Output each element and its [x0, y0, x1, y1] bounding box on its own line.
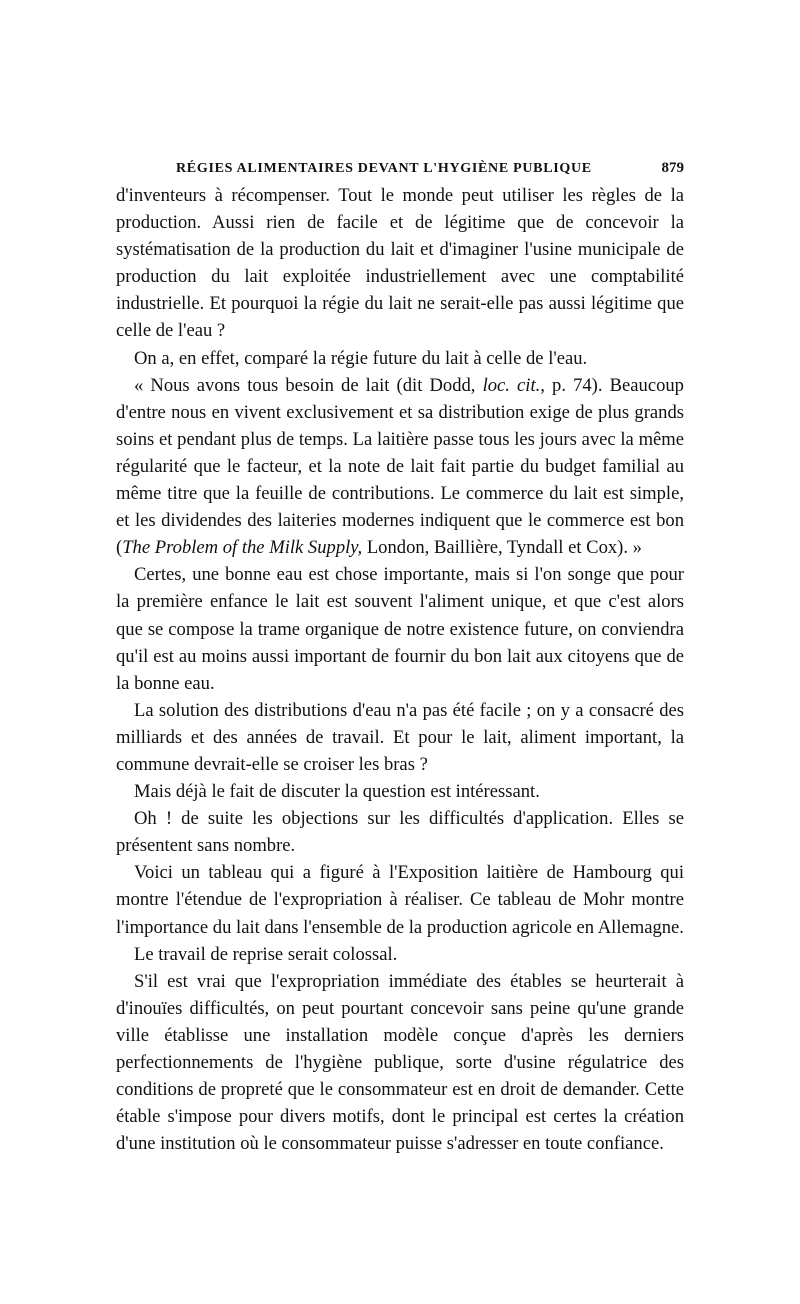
page-number: 879 [661, 160, 684, 176]
paragraph: d'inventeurs à récompenser. Tout le monde peut utiliser les règles de la production. Aussi rien de facile et de légitime que de concevoir la systématisation de la production du lait et d'imaginer l'usine municipale de production du lait exploitée industriellement avec une comptabilité industrielle. Et pourquoi la régie du lait ne serait-elle pas aussi légitime que celle de l'eau ? [116, 185, 684, 342]
book-page [116, 155, 684, 1157]
citation-italic: loc. cit., [482, 374, 545, 396]
body-text [116, 182, 684, 1157]
quote-text: « Nous avons tous besoin de lait (dit Dodd, [134, 374, 483, 396]
paragraph: La solution des distributions d'eau n'a pas été facile ; on y a consacré des milliards et des années de travail. Et pour le lait, aliment important, la commune devrait-elle se croiser les bras ? [116, 699, 684, 775]
book-title-italic: The Problem of the Milk Supply, [122, 537, 363, 559]
paragraph: Voici un tableau qui a figuré à l'Exposition laitière de Hambourg qui montre l'étendue de l'expropriation à réaliser. Ce tableau de Mohr montre l'importance du lait dans l'ensemble de la production agricole en Allemagne. [116, 862, 684, 938]
paragraph: Mais déjà le fait de discuter la question est intéressant. [134, 781, 540, 803]
quote-text: p. 74). Beaucoup d'entre nous en vivent exclusivement et sa distribution exige de plus grands soins et pendant plus de temps. La laitière passe tous les jours avec la même régularité que le facteur, et la note de lait fait partie du budget familial au même titre que la feuille de contributions. Le commerce du lait est simple, et les dividendes des laiteries modernes indiquent que le commerce est bon ( [116, 374, 684, 559]
paragraph: Oh ! de suite les objections sur les difficultés d'application. Elles se présentent sans nombre. [116, 808, 684, 857]
paragraph: S'il est vrai que l'expropriation immédiate des étables se heurterait à d'inouïes difficultés, on peut pourtant concevoir sans peine qu'une grande ville établisse une installation modèle conçue d'après les derniers perfectionnements de l'hygiène publique, sorte d'usine régulatrice des conditions de propreté que le consommateur est en droit de demander. Cette étable s'impose pour divers motifs, dont le principal est certes la création d'une institution où le consommateur puisse s'adresser en toute confiance. [116, 970, 684, 1155]
running-head-title: RÉGIES ALIMENTAIRES DEVANT L'HYGIÈNE PUBLIQUE [176, 161, 592, 176]
running-head [176, 155, 684, 182]
paragraph: Certes, une bonne eau est chose importante, mais si l'on songe que pour la première enfance le lait est souvent l'aliment unique, et que c'est alors que se compose la trame organique de notre existence future, on conviendra qu'il est au moins aussi important de fournir du bon lait aux citoyens que de la bonne eau. [116, 564, 684, 694]
paragraph: On a, en effet, comparé la régie future du lait à celle de l'eau. [134, 347, 588, 369]
quote-text: London, Baillière, Tyndall et Cox). » [362, 537, 642, 559]
quoted-paragraph [116, 372, 684, 562]
paragraph: Le travail de reprise serait colossal. [134, 943, 398, 965]
